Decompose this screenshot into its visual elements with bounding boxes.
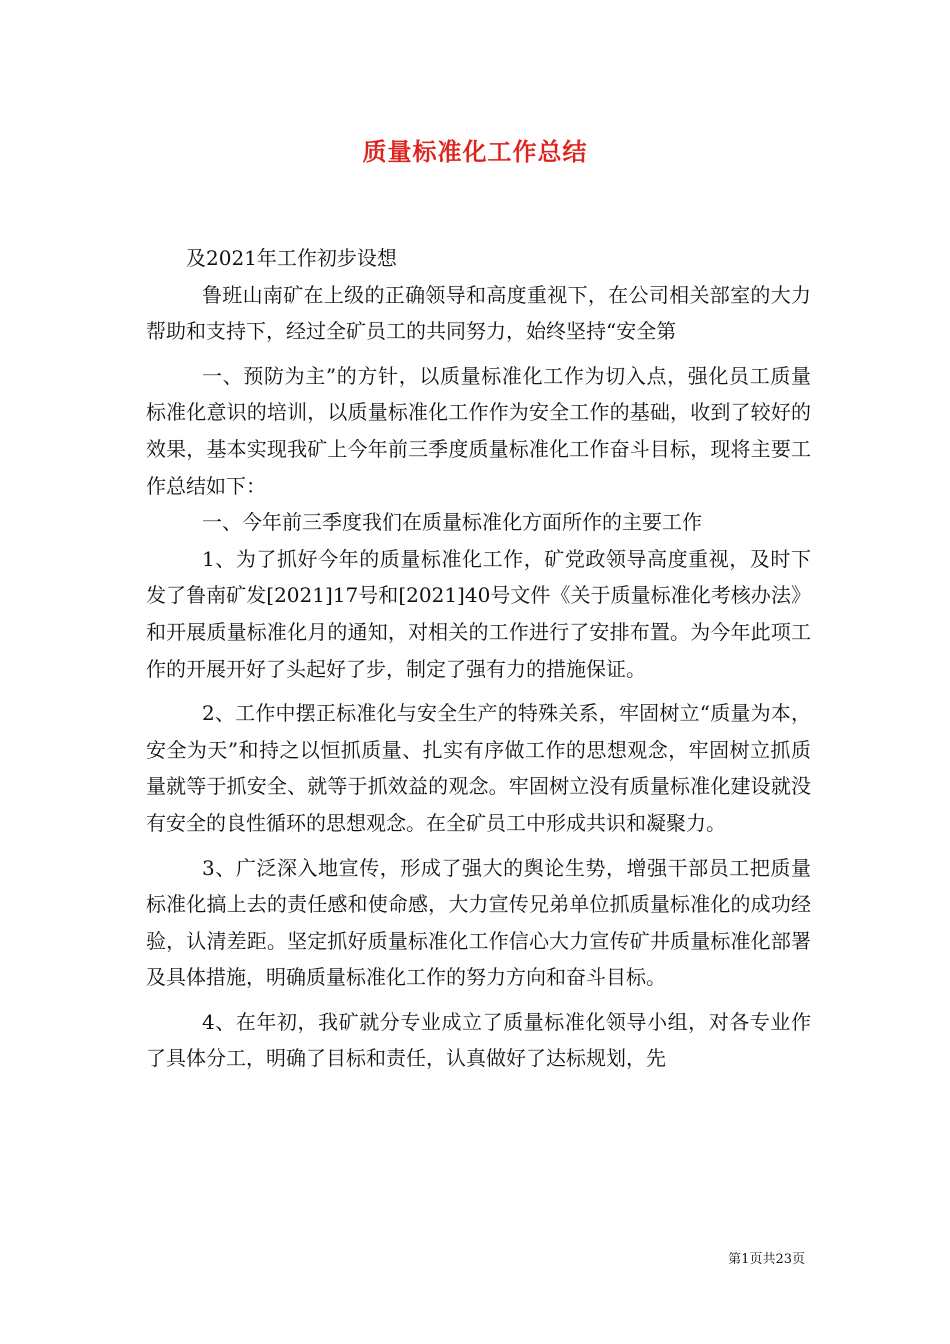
paragraph-policy: 一、预防为主”的方针，以质量标准化工作为切入点，强化员工质量标准化意识的培训，以质量标准化工作作为安全工作的基础，收到了较好的效果，基本实现我矿上今年前三季度质量标准化工作奋斗目标，现将主要工作总结如下： <box>146 363 811 498</box>
page-number: 第1页共23页 <box>728 1252 805 1267</box>
paragraph-item-2: 2、工作中摆正标准化与安全生产的特殊关系，牢固树立“质量为本，安全为天”和持之以恒抓质量、扎实有序做工作的思想观念，牢固树立抓质量就等于抓安全、就等于抓效益的观念。牢固树立没有质量标准化建设就没有安全的良性循环的思想观念。在全矿员工中形成共识和凝聚力。 <box>146 701 811 835</box>
paragraph-subtitle: 及2021年工作初步设想 <box>186 246 397 270</box>
paragraph-item-4: 4、在年初，我矿就分专业成立了质量标准化领导小组，对各专业作了具体分工，明确了目标和责任，认真做好了达标规划，先 <box>146 1009 811 1071</box>
document-title: 质量标准化工作总结 <box>362 137 588 166</box>
paragraph-item-1: 1、为了抓好今年的质量标准化工作，矿党政领导高度重视，及时下发了鲁南矿发[2021]17号和[2021]40号文件《关于质量标准化考核办法》和开展质量标准化月的通知，对相关的工作进行了安排布置。为今年此项工作的开展开好了头起好了步，制定了强有力的措施保证。 <box>146 546 811 681</box>
document-body <box>146 240 811 1077</box>
paragraph-intro: 鲁班山南矿在上级的正确领导和高度重视下，在公司相关部室的大力帮助和支持下，经过全矿员工的共同努力，始终坚持“安全第 <box>146 282 811 344</box>
section-heading-1: 一、今年前三季度我们在质量标准化方面所作的主要工作 <box>202 510 702 535</box>
paragraph-item-3: 3、广泛深入地宣传，形成了强大的舆论生势，增强干部员工把质量标准化搞上去的责任感和使命感，大力宣传兄弟单位抓质量标准化的成功经验，认清差距。坚定抓好质量标准化工作信心大力宣传矿井质量标准化部署及具体措施，明确质量标准化工作的努力方向和奋斗目标。 <box>146 855 811 990</box>
